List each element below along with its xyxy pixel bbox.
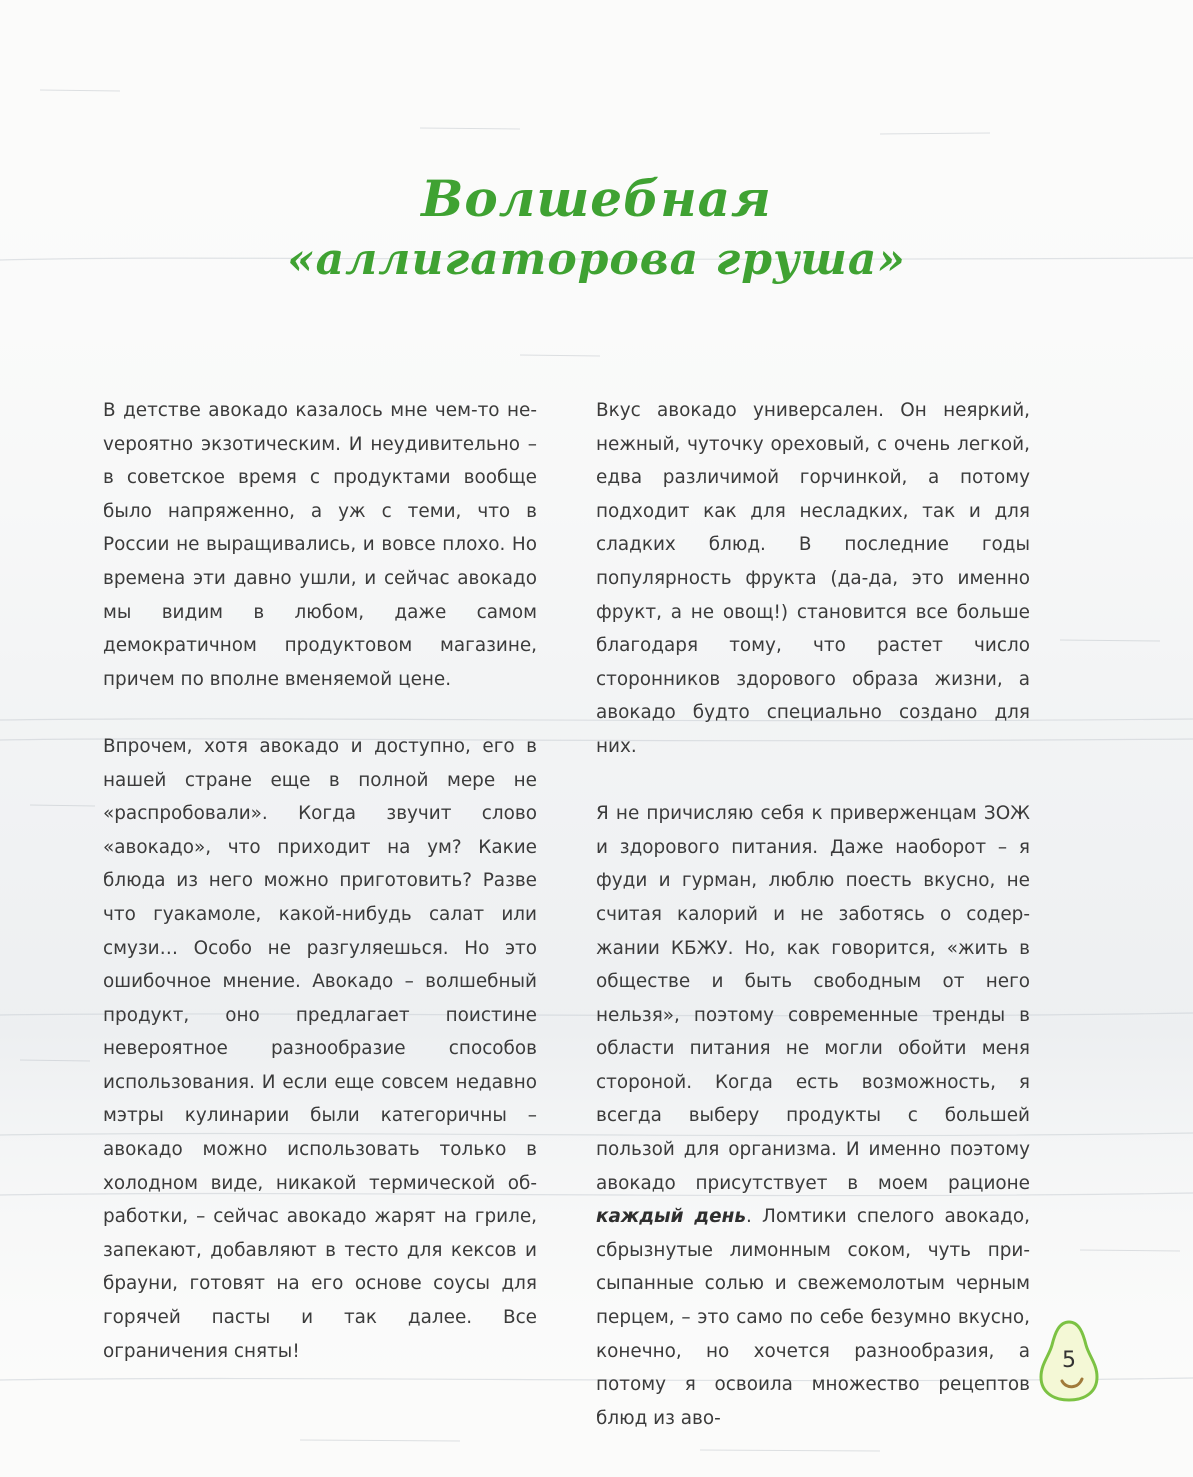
paragraph-text: Я не причисляю себя к приверженцам ЗОЖ и здорового питания. Даже наоборот – я фуди и гурман, люблю поесть вкусно, не считая калорий и не заботясь о содержании КБЖУ. Но, как говорится, «жить в обществе и быть свободным от него нельзя», поэтому современные тренды в области питания не могли обойти меня стороной. Когда есть возможность, я всегда выберу продукты с большей пользой для организма. И именно поэтому авокадо присутствует в моем рационе [596,803,1030,1194]
emphasis-text: каждый день [596,1206,746,1228]
right-text-column [596,394,1030,1435]
title-line-2: «аллигаторова груша» [287,234,906,285]
paragraph: Вкус авокадо универсален. Он неяркий, нежный, чуточку ореховый, с очень легкой, едва различимой горчинкой, а потому подходит как для несладких, так и для сладких блюд. В последние годы популярность фрукта (да-да, это именно фрукт, а не овощ!) становится все больше благодаря тому, что растет число сторонников здорового образа жизни, а авокадо будто специально создано для них. [596,400,1030,757]
paragraph [596,797,1030,1435]
paragraph-text: . Ломтики спелого авокадо, сбрызнутые лимонным соком, чуть присыпанные солью и свежемолотым черным перцем, – это само по себе безумно вкусно, конечно, но хочется разнообразия, а потому я освоила множество рецептов блюд из аво- [596,1206,1030,1429]
title-line-1: Волшебная [421,169,772,228]
page-number: 5 [1062,1348,1076,1373]
paragraph: Впрочем, хотя авокадо и доступно, его в нашей стране еще в полной мере не «распробовали». Когда звучит слово «авокадо», что приходит на ум? Какие блюда из него можно приготовить? Разве что гуакамоле, какой-нибудь салат или смузи… Особо не разгуляешься. Но это ошибочное мнение. Авокадо – волшебный продукт, оно предлагает поистине невероятное разнообразие способов использования. И если еще совсем недавно мэтры кулинарии были категоричны – авокадо можно использовать только в холодном виде, никакой термической обработки, – сейчас авокадо жарят на гриле, запекают, добавляют в тесто для кексов и брауни, готовят на его основе соусы для горячей пасты и так далее. Все ограничения сняты! [103,735,537,1362]
left-text-column [103,394,537,1368]
paragraph: В детстве авокадо казалось мне чем-то неvероятно экзотическим. И неудивительно – в советское время с продуктами вообще было напряженно, а уж с теми, что в России не выращивались, и вовсе плохо. Но времена эти давно ушли, и сейчас авокадо мы видим в любом, даже самом демократичном продуктовом магазине, причем по вполне вменяемой цене. [103,400,537,690]
page-title [0,168,1193,290]
